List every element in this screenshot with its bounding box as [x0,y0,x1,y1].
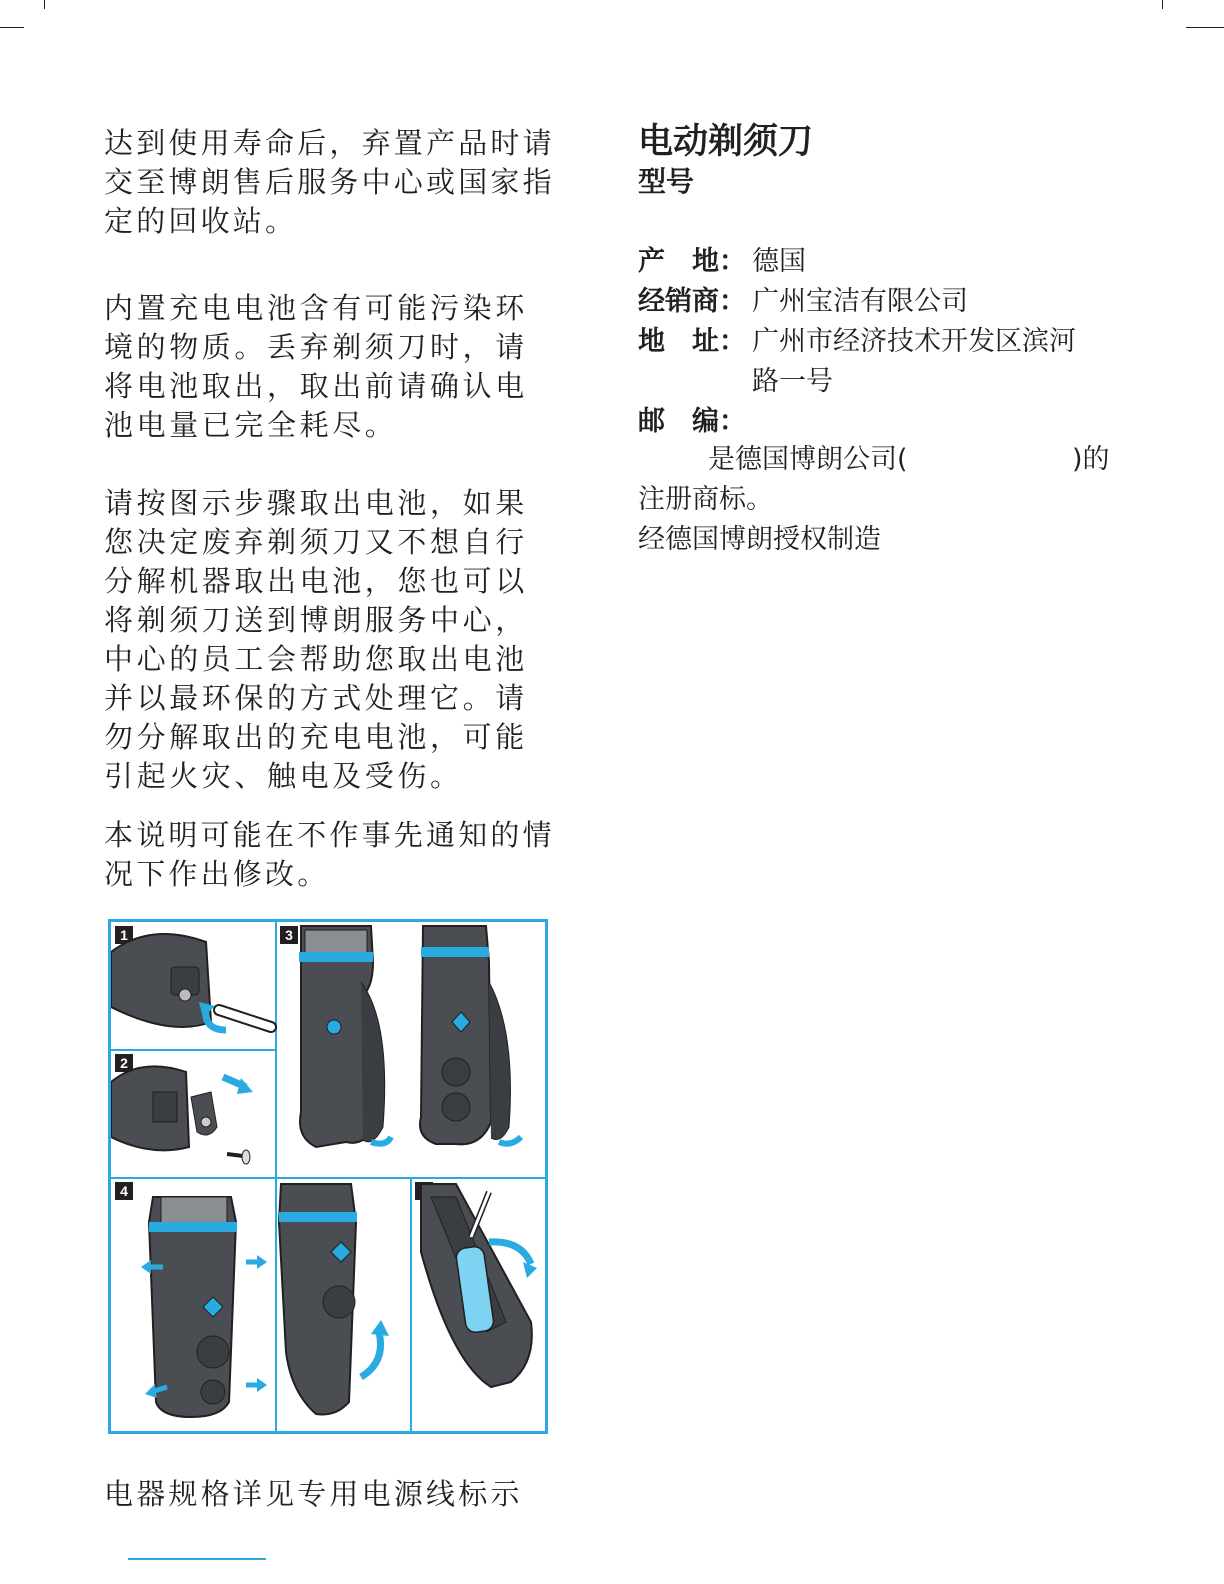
step-badge-4 [115,1182,133,1200]
panel-1-shaver-bottom [111,934,271,1030]
trademark-text-b: )的 [1072,444,1110,475]
panel-5-battery [421,1184,537,1387]
trademark-text-c: 注册商标。 [638,484,773,515]
crop-mark-top-left-v [44,0,45,9]
crop-mark-top-right [1186,27,1224,28]
postcode-row [638,402,752,442]
origin-value: 德国 [752,246,806,277]
panel-4-screws [141,1184,389,1417]
model-label: 型号 [638,165,695,198]
panel-3-shaver-views [299,926,521,1147]
crop-mark-top-right-v [1162,0,1163,9]
trademark-row [708,440,908,480]
address-row-2 [752,362,833,402]
postcode-label: 邮 编： [638,406,746,437]
dealer-label: 经销商： [638,286,746,317]
manufacture-text: 经德国博朗授权制造 [638,524,881,555]
crop-mark-top-left [0,27,24,28]
origin-row [638,242,806,282]
footer-rule [128,1558,266,1560]
trademark-text-a: 是德国博朗公司( [708,444,908,475]
dealer-value: 广州宝洁有限公司 [752,286,968,317]
product-title: 电动剃须刀 [638,122,814,162]
step-badge-2 [115,1054,133,1072]
step-badge-3 [280,926,298,944]
svg-text:4: 4 [120,1183,128,1199]
svg-text:1: 1 [120,927,128,943]
address-value-line2: 路一号 [752,366,833,397]
address-value-line1: 广州市经济技术开发区滨河 [752,326,1076,357]
svg-text:2: 2 [120,1055,128,1071]
change-notice-paragraph: 本说明可能在不作事先通知的情 况下作出修改。 [104,818,555,891]
address-label: 地 址： [638,326,746,357]
trademark-row-2 [638,480,773,520]
battery-removal-paragraph: 请按图示步骤取出电池，如果 您决定废弃剃须刀又不想自行 分解机器取出电池，您也可以 将剃须刀送到博朗服务中心， 中心的员工会帮助您取出电池 并以最环保的方式处理它。请 勿分解取出的充电电池，可能 引起火灾、触电及受伤。 [104,486,528,793]
footer-note: 电器规格详见专用电源线标示 [104,1477,523,1511]
address-row [638,322,1076,362]
screw-icon [227,1150,250,1164]
manufacture-row [638,520,881,560]
figure-illustration [111,922,545,1431]
panel-2-cap-removal [111,1066,253,1164]
origin-label: 产 地： [638,246,746,277]
svg-text:3: 3 [285,927,293,943]
battery-removal-figure [108,919,548,1434]
disposal-paragraph: 达到使用寿命后，弃置产品时请 交至博朗售后服务中心或国家指 定的回收站。 [104,126,555,238]
battery-warning-paragraph: 内置充电电池含有可能污染环 境的物质。丢弃剃须刀时，请 将电池取出，取出前请确认电 池电量已完全耗尽。 [104,291,528,442]
dealer-row [638,282,968,322]
trademark-row-end [1072,440,1110,480]
